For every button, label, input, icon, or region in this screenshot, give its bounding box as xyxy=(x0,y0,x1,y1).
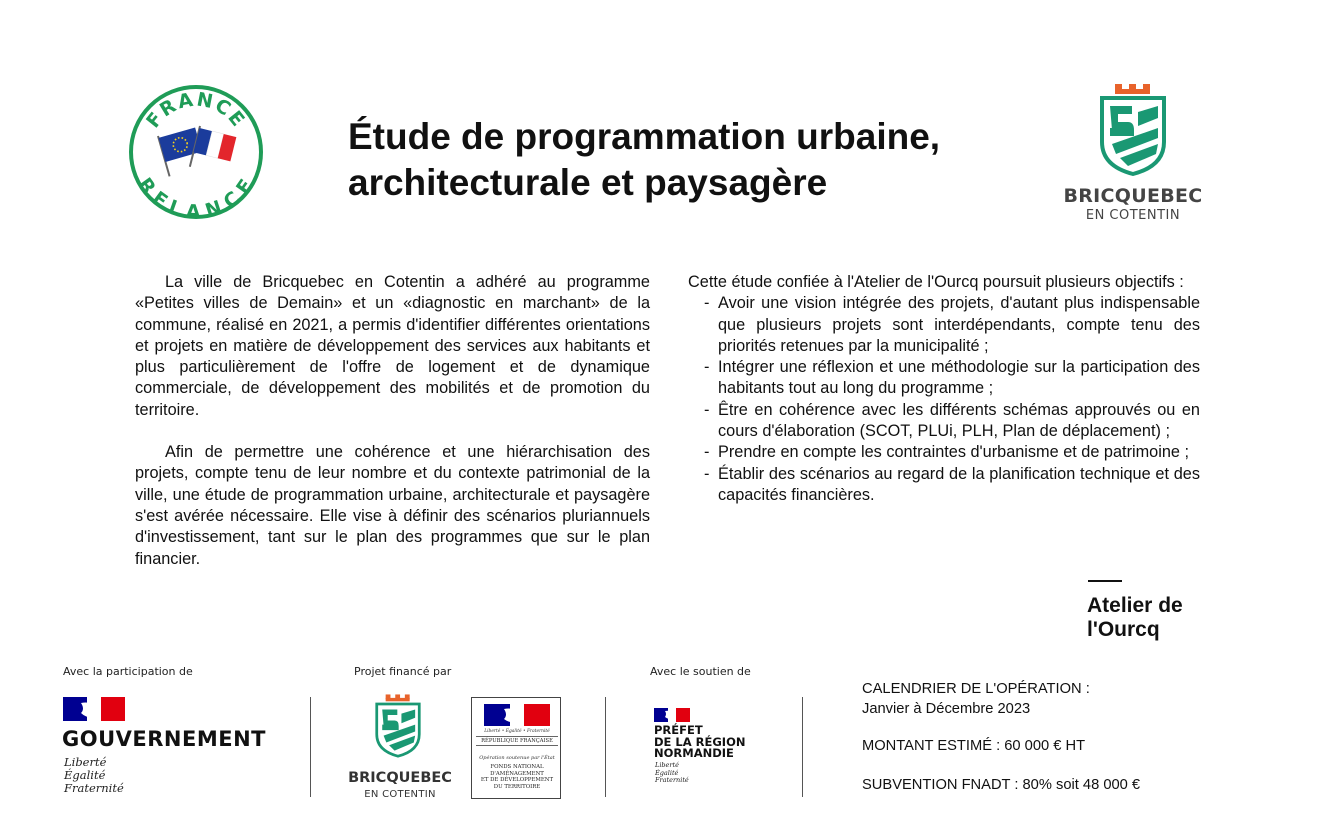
footer-separator xyxy=(310,697,311,797)
paragraph-1: La ville de Bricquebec en Cotentin a adhéré au programme «Petites villes de Demain» et un «diagnostic en marchant» de la commune, réalisé en 2021, a permis d'identifier différentes orientations et projets en matière de développement des services aux habitants et plus particulièrement de l'offre de logement et de dynamique commerciale, de développement des mobilités et de promotion du territoire. xyxy=(135,273,650,419)
calendar-value: Janvier à Décembre 2023 xyxy=(862,701,1031,717)
motto-egalite: Égalité xyxy=(64,768,106,782)
bricquebec-small-subtitle: EN COTENTIN xyxy=(364,789,436,800)
bricquebec-logo xyxy=(1058,84,1208,226)
france-relance-emblem xyxy=(128,84,264,220)
prefet-line: DE LA RÉGION xyxy=(654,734,746,749)
prefet-line: NORMANDIE xyxy=(654,746,734,760)
prefet-wordmark xyxy=(654,725,745,760)
france-relance-logo xyxy=(128,84,264,220)
motto-liberte: Liberté xyxy=(655,761,679,769)
bricquebec-small-emblem-icon xyxy=(374,694,422,758)
footer-separator xyxy=(802,697,803,797)
list-item: - Avoir une vision intégrée des projets, d'autant plus indispensable que plusieurs projets sont interdépendants, compte tenu des priorités retenues par la municipalité ; xyxy=(688,293,1200,357)
page-title xyxy=(348,114,1048,206)
bricquebec-subtitle: EN COTENTIN xyxy=(1085,208,1181,223)
objectives-list xyxy=(688,293,1200,506)
svg-text:FRANCE: FRANCE xyxy=(142,88,250,133)
bricquebec-emblem-icon xyxy=(1098,84,1168,176)
fnadt-operation: Opération soutenue par l'État xyxy=(479,755,555,761)
fnadt-logo xyxy=(471,697,561,799)
right-column xyxy=(688,272,1200,506)
atelier-divider xyxy=(1088,580,1122,582)
fnadt-republique: RÉPUBLIQUE FRANÇAISE xyxy=(476,736,558,746)
fund-line: FONDS NATIONAL xyxy=(490,764,544,770)
fund-line: DU TERRITOIRE xyxy=(493,783,541,790)
estimated-amount: MONTANT ESTIMÉ : 60 000 € HT xyxy=(862,738,1086,754)
calendar-label: CALENDRIER DE L'OPÉRATION : xyxy=(862,681,1090,697)
list-item: - Être en cohérence avec les différents schémas approuvés ou en cours d'élaboration (SCOT, PLUi, PLH, Plan de déplacement) ; xyxy=(688,400,1200,443)
caption-soutien: Avec le soutien de xyxy=(650,665,751,678)
title-line-2: architecturale et paysagère xyxy=(348,162,828,203)
fnadt-fund-name xyxy=(474,764,560,790)
prefet-flag-icon xyxy=(654,708,690,722)
atelier-line-1: Atelier de xyxy=(1087,594,1183,617)
motto-egalite: Égalité xyxy=(655,768,679,777)
list-item: - Établir des scénarios au regard de la planification technique et des capacités financières. xyxy=(688,464,1200,507)
motto-fraternite: Fraternité xyxy=(655,776,689,784)
paragraph-2: Afin de permettre une cohérence et une hiérarchisation des projets, compte tenu de leur nombre et du contexte patrimonial de la ville, une étude de programmation urbaine, architecturale et paysagère s'est avérée nécessaire. Elle vise à définir des scénarios pluriannuels d'investissement, tant sur le plan des programmes que sur le plan financier. xyxy=(135,443,650,568)
motto-fraternite: Fraternité xyxy=(64,781,124,795)
fund-line: ET DE DÉVELOPPEMENT xyxy=(480,777,554,784)
bricquebec-name: BRICQUEBEC xyxy=(1063,185,1203,207)
list-item: - Prendre en compte les contraintes d'urbanisme et de patrimoine ; xyxy=(688,442,1200,463)
marianne-flag-icon xyxy=(63,697,125,721)
objectives-intro: Cette étude confiée à l'Atelier de l'Ourcq poursuit plusieurs objectifs : xyxy=(688,273,1184,291)
atelier-logo xyxy=(1087,594,1227,642)
title-line-1: Étude de programmation urbaine, xyxy=(348,116,941,157)
prefet-motto xyxy=(655,762,689,785)
svg-text:RELANCE: RELANCE xyxy=(133,173,259,220)
fund-line: D'AMÉNAGEMENT xyxy=(490,770,544,777)
motto-liberte: Liberté xyxy=(64,755,107,769)
footer-separator xyxy=(605,697,606,797)
fnadt-motto: Liberté • Égalité • Fraternité xyxy=(484,729,550,734)
list-item: - Intégrer une réflexion et une méthodologie sur la participation des habitants tout au long du programme ; xyxy=(688,357,1200,400)
prefet-line: PRÉFET xyxy=(654,723,703,737)
fnadt-flag-icon xyxy=(484,704,550,726)
gouvernement-motto xyxy=(64,756,124,795)
left-column xyxy=(135,272,650,570)
bricquebec-small-name: BRICQUEBEC xyxy=(348,770,452,786)
fnadt-subsidy: SUBVENTION FNADT : 80% soit 48 000 € xyxy=(862,777,1141,793)
gouvernement-wordmark: GOUVERNEMENT xyxy=(62,727,266,751)
caption-participation: Avec la participation de xyxy=(63,665,193,678)
caption-finance: Projet financé par xyxy=(354,665,452,678)
atelier-line-2: l'Ourcq xyxy=(1087,618,1160,641)
